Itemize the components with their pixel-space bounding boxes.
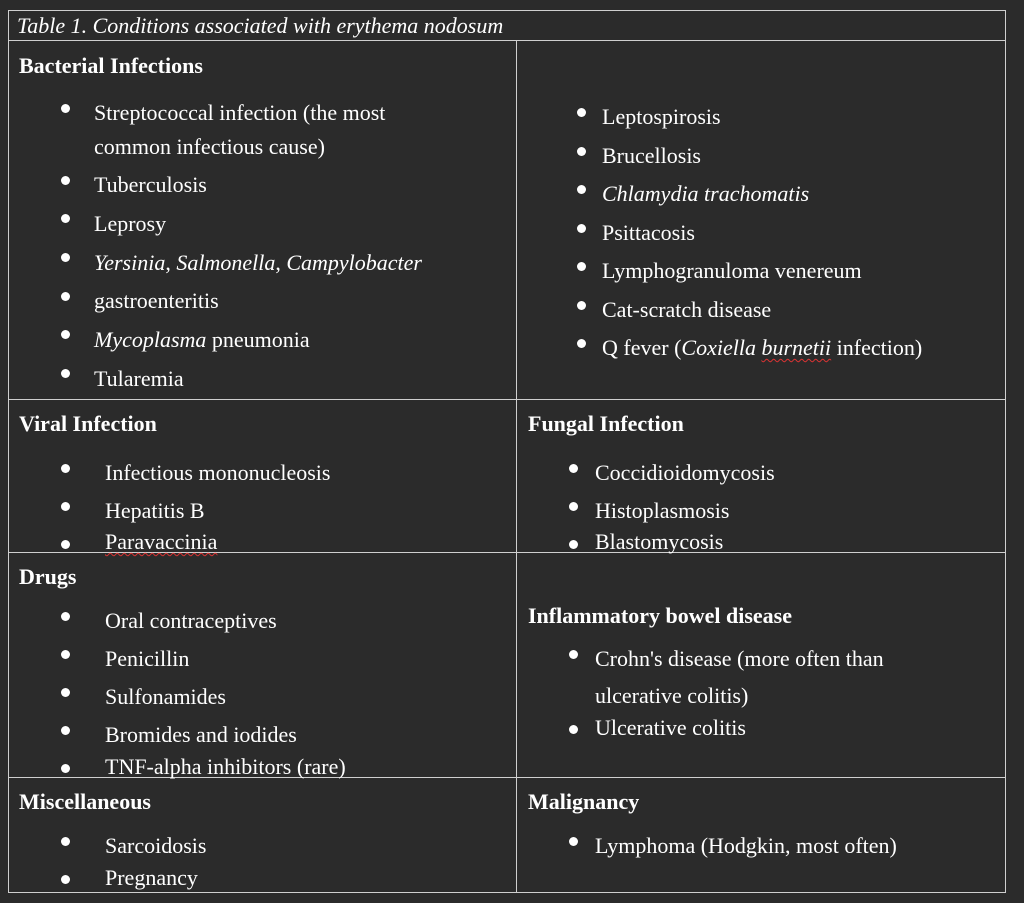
table-caption: Table 1. Conditions associated with erythema nodosum (9, 11, 1005, 41)
malignancy-cell (528, 788, 639, 816)
list-item: Streptococcal infection (the most (19, 94, 422, 132)
list-item: Crohn's disease (more often than (519, 640, 884, 678)
list-item: Tuberculosis (19, 166, 422, 204)
list-item: Penicillin (19, 640, 346, 678)
list-item: Brucellosis (517, 137, 922, 176)
ibd-heading: Inflammatory bowel disease (528, 603, 792, 628)
list-item: Histoplasmosis (519, 492, 775, 530)
drugs-cell (19, 563, 76, 591)
malignancy-heading: Malignancy (528, 789, 640, 814)
list-item: Q fever (Coxiella burnetii infection) (517, 329, 922, 368)
list-item: Chlamydia trachomatis (517, 175, 922, 214)
list-item: Sulfonamides (19, 678, 346, 716)
drugs-list (19, 602, 346, 780)
list-item: Lymphogranuloma venereum (517, 252, 922, 291)
list-item: Lymphoma (Hodgkin, most often) (519, 827, 897, 865)
list-item: Bromides and iodides (19, 716, 346, 754)
fungal-heading: Fungal Infection (528, 411, 684, 436)
list-item: Pregnancy (19, 865, 206, 891)
list-item: Yersinia, Salmonella, Campylobacter (19, 243, 422, 282)
list-item: Sarcoidosis (19, 827, 206, 865)
list-item: Paravaccinia (19, 530, 330, 554)
viral-heading: Viral Infection (19, 411, 157, 436)
list-item: Mycoplasma pneumonia (19, 320, 422, 359)
fungal-cell (528, 410, 684, 438)
viral-list (19, 454, 330, 554)
malignancy-list (519, 827, 897, 865)
list-item-continuation: common infectious cause) (94, 134, 325, 159)
list-item: Leprosy (19, 204, 422, 243)
list-item: Tularemia (19, 359, 422, 398)
bacterial-cell-left (19, 52, 203, 80)
list-item: TNF-alpha inhibitors (rare) (19, 754, 346, 780)
list-item: Coccidioidomycosis (519, 454, 775, 492)
list-item: Psittacosis (517, 214, 922, 253)
list-item: Oral contraceptives (19, 602, 346, 640)
list-item: gastroenteritis (19, 282, 422, 320)
fungal-list (519, 454, 775, 554)
bacterial-list-right (517, 98, 922, 368)
misc-list (19, 827, 206, 891)
list-item: Hepatitis B (19, 492, 330, 530)
list-item: Leptospirosis (517, 98, 922, 137)
bacterial-heading: Bacterial Infections (19, 53, 203, 78)
conditions-table (8, 10, 1006, 893)
misc-heading: Miscellaneous (19, 789, 151, 814)
list-item: Infectious mononucleosis (19, 454, 330, 492)
list-item-continuation: ulcerative colitis) (595, 683, 749, 708)
misc-cell (19, 788, 151, 816)
viral-cell (19, 410, 157, 438)
ibd-list (519, 640, 884, 741)
row-divider (9, 399, 1005, 400)
list-item: Ulcerative colitis (519, 715, 884, 741)
ibd-cell (528, 602, 792, 630)
bacterial-list-left (19, 94, 422, 398)
list-item: Blastomycosis (519, 530, 775, 554)
list-item: Cat-scratch disease (517, 291, 922, 330)
drugs-heading: Drugs (19, 564, 77, 589)
